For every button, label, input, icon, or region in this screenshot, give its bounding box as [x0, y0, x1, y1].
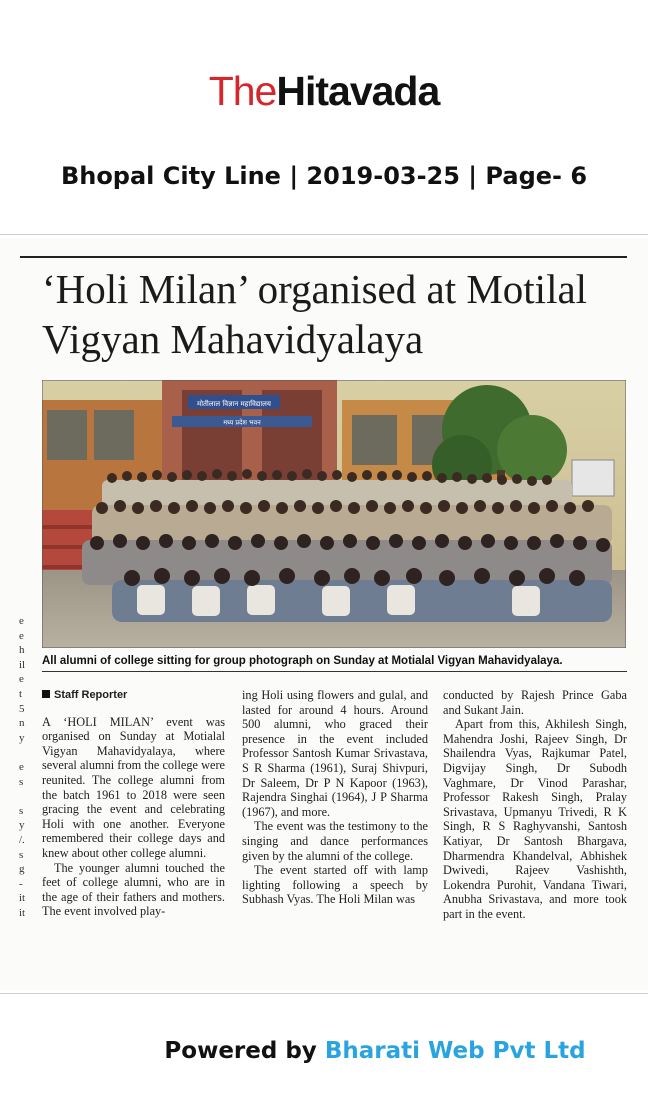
footer-credit: [0, 1038, 648, 1064]
article-headline: ‘Holi Milan’ organised at Motilal Vigyan Mahavidyalaya: [42, 266, 588, 362]
byline-square-icon: [42, 690, 50, 698]
gutter-fragment: n: [19, 717, 25, 730]
paragraph: Apart from this, Akhilesh Singh, Mahendra Joshi, Rajeev Singh, Dr Shailendra Vyas, Rajkumar Patel, Digvijay Singh, Dr Subodh Vaghmare, Dr Vinod Parashar, Professor Rakesh Singh, Pralay Srivastava, Upmanyu Trivedi, R K Singh, R S Raghyvanshi, Santosh Katiyar, Dr Santosh Bhargava, Dharmendra Khandelval, Abhishek Dwivedi, Rajeev Vashishth, Lokendra Purohit, Vandana Tiwari, Anubha Srivastava, and more took part in the event.: [443, 717, 627, 921]
paragraph: The event was the testimony to the singing and dance performances given by the alumni of the college.: [242, 819, 428, 863]
newspaper-logo: [0, 68, 648, 114]
gutter-fragment: il: [19, 658, 26, 671]
gutter-fragment: e: [19, 629, 24, 642]
group-photo: [42, 380, 626, 648]
gutter-fragment: y: [19, 731, 25, 744]
company-link[interactable]: Bharati Web Pvt Ltd: [324, 1038, 586, 1064]
footer-divider: [0, 993, 648, 994]
gutter-fragment: s: [19, 804, 24, 817]
paragraph: A ‘HOLI MILAN’ event was organised on Sunday at Motialal Vigyan Mahavidyalaya, where several alumni from the college were reunited. The college alumni from the batch 1961 to 2018 were seen gracing the event and celebrating Holi with one another. Everyone remembered their college days and knew about other college alumni.: [42, 714, 225, 860]
logo-name: Hitavada: [276, 68, 440, 114]
byline-text: Staff Reporter: [54, 689, 128, 701]
paragraph: The younger alumni touched the feet of college alumni, who are in the age of their fathers and mothers. The event involved play-: [42, 860, 225, 919]
gutter-fragment: e: [19, 673, 24, 686]
article-column-1: [42, 688, 225, 919]
gutter-fragment: y: [19, 819, 25, 832]
gutter-fragment: it: [19, 892, 26, 905]
gutter-fragment: e: [19, 760, 24, 773]
article-column-3: [443, 688, 627, 922]
logo-the: The: [208, 68, 277, 114]
adjacent-column-fragments: [19, 614, 29, 920]
gutter-fragment: h: [19, 644, 25, 657]
gutter-fragment: t: [19, 687, 23, 700]
byline: [42, 688, 225, 703]
gutter-fragment: /.: [19, 833, 25, 846]
edition-line: Bhopal City Line | 2019-03-25 | Page- 6: [60, 162, 588, 190]
news-clipping: [0, 238, 648, 990]
gutter-fragment: -: [19, 877, 23, 890]
building-sign-main: मोतीलाल विज्ञान महाविद्यालय: [197, 400, 271, 408]
gutter-fragment: g: [19, 863, 25, 876]
gutter-fragment: [19, 745, 29, 760]
header-divider: [0, 234, 648, 235]
paragraph: conducted by Rajesh Prince Gaba and Sukant Jain.: [443, 688, 627, 717]
gutter-fragment: s: [19, 775, 24, 788]
caption-rule: [42, 671, 627, 672]
clipping-top-rule: [20, 256, 627, 258]
gutter-fragment: 5: [19, 702, 25, 715]
gutter-fragment: e: [19, 615, 24, 627]
article-column-2: [242, 688, 428, 907]
building-sign-sub: मध्य प्रदेश भवन: [223, 418, 261, 427]
gutter-fragment: s: [19, 848, 24, 861]
paragraph: The event started off with lamp lighting following a speech by Subhash Vyas. The Holi Milan was: [242, 863, 428, 907]
paragraph: ing Holi using flowers and gulal, and lasted for around 4 hours. Around 500 alumni, who graced their presence in the event included Professor Santosh Kumar Srivastava, S R Sharma (1961), Suraj Shivpuri, Dr Saleem, Dr P N Kapoor (1963), Rajendra Singhai (1964), J P Sharma (1967), and more.: [242, 688, 428, 819]
powered-by-label: Powered by: [164, 1038, 317, 1064]
photo-caption: All alumni of college sitting for group photograph on Sunday at Motialal Vigyan Mahavidyalaya.: [42, 655, 563, 667]
gutter-fragment: [19, 789, 29, 804]
gutter-fragment: it: [19, 906, 26, 919]
